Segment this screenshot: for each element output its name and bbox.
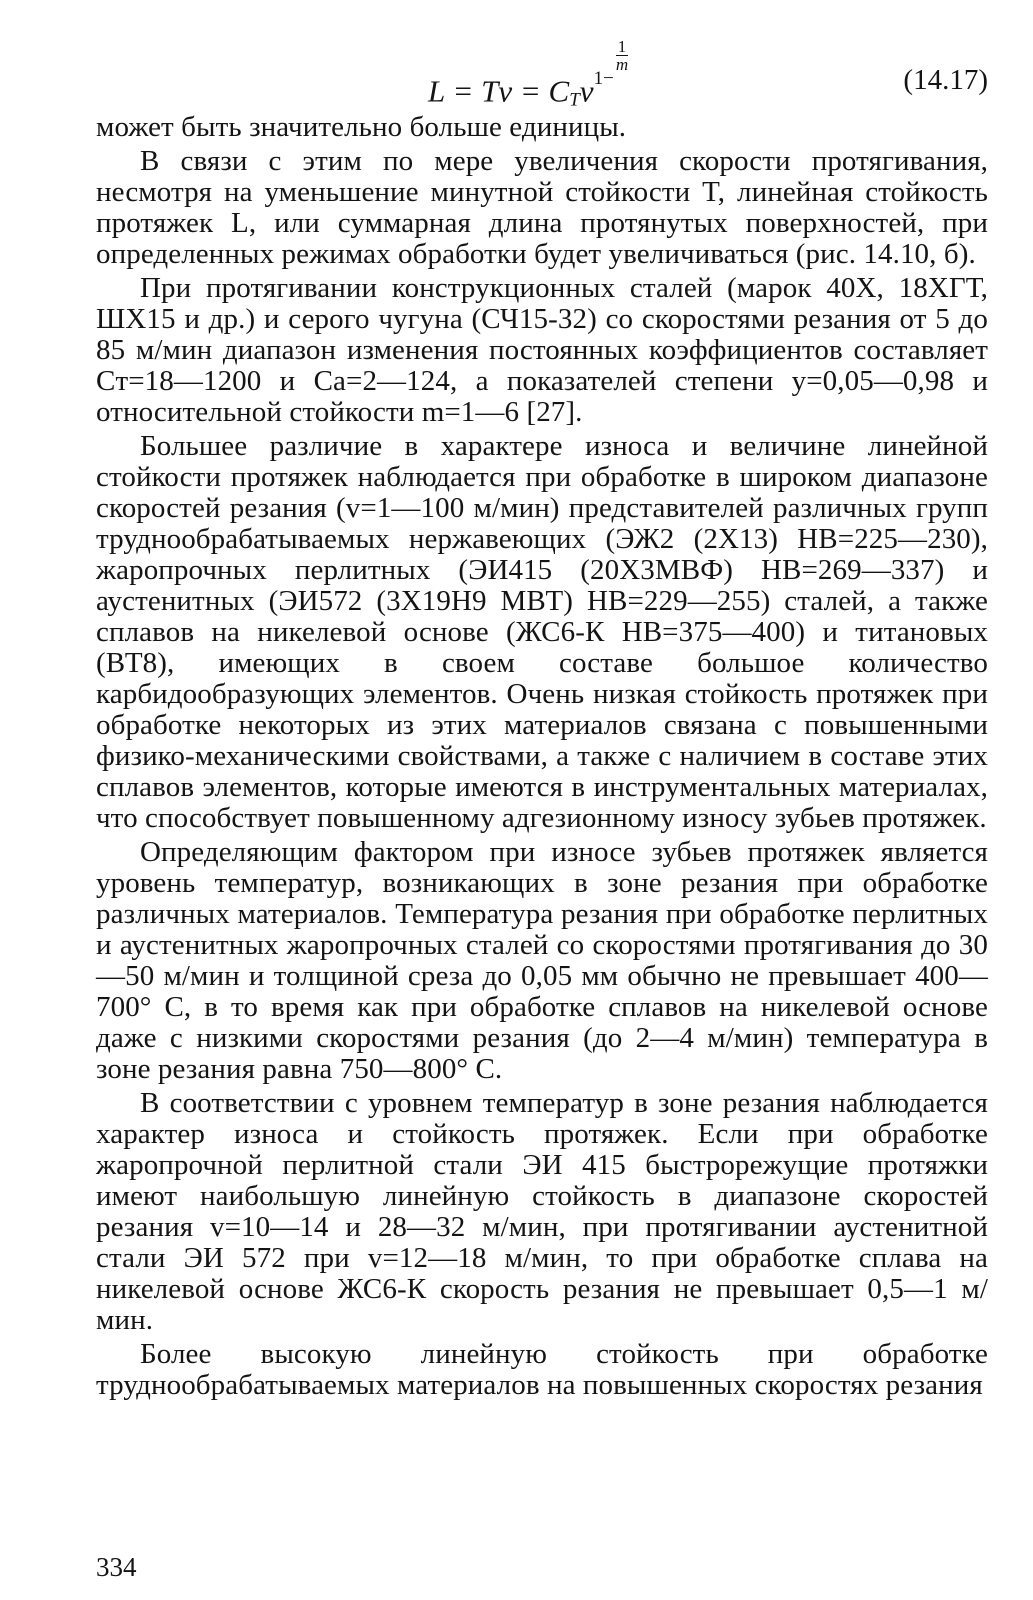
paragraph: Большее различие в характере износа и величине линейной стойкости протяжек наблюдается при обработке в широком диапазоне скоростей резания (v=1—100 м/мин) представителей различных групп труднообрабатываемых нержавеющих (ЭЖ2 (2Х13) НВ=225—230), жаропрочных перлитных (ЭИ415 (20Х3МВФ) НВ=269—337) и аустенитных (ЭИ572 (3Х19Н9 МВТ) НВ=229—255) сталей, а также сплавов на никелевой основе (ЖС6-К НВ=375—400) и титановых (ВТ8), имеющих в своем составе большое количество карбидообразующих элементов. Очень низкая стойкость протяжек при обработке некоторых из этих материалов связана с повышенными физико-механическими свойствами, а также с наличием в составе этих сплавов элементов, которые имеются в инструментальных материалах, что способствует повышенному адгезионному износу зубьев протяжек.: [96, 430, 988, 834]
eq-mid: Tv: [481, 73, 513, 109]
eq-lhs: L: [428, 73, 445, 109]
paragraph: Определяющим фактором при износе зубьев протяжек является уровень температур, возникающих в зоне резания при обработке различных материалов. Температура резания при обработке перлитных и аустенитных жаропрочных сталей со скоростями протягивания до 30—50 м/мин и толщиной среза до 0,05 мм обычно не превышает 400—700° С, в то время как при обработке сплавов на никелевой основе даже с низкими скоростями резания (до 2—4 м/мин) температура в зоне резания равна 750—800° С.: [96, 836, 988, 1085]
eq-exponent: [593, 37, 629, 89]
page-number: 334: [96, 1552, 137, 1582]
eq-exp-fraction: [616, 38, 629, 73]
paragraph: При протягивании конструкционных сталей (марок 40Х, 18ХГТ, ШХ15 и др.) и серого чугуна (СЧ15-32) со скоростями резания от 5 до 85 м/мин диапазон изменения постоянных коэффициентов составляет Cт=18—1200 и Ca=2—124, а показателей степени y=0,05—0,98 и относительной стойкости m=1—6 [27].: [96, 272, 988, 428]
eq-exp-base: 1−: [593, 68, 614, 89]
equation-14-17: [96, 37, 988, 111]
equation-formula: $L = Tv = C_Tv^{1- \frac{1}{m}}$: [428, 37, 629, 111]
eq-var: v: [579, 73, 594, 109]
eq-coef-sub: T: [569, 89, 580, 111]
eq-exp-denominator: m: [615, 55, 629, 74]
eq-exp-numerator: 1: [617, 37, 627, 56]
body-text: [96, 112, 988, 1404]
equation-number: (14.17): [903, 64, 988, 96]
paragraph: В связи с этим по мере увеличения скорости протягивания, несмотря на уменьшение минутной стойкости T, линейная стойкость протяжек L, или суммарная длина протянутых поверхностей, при определенных режимах обработки будет увеличиваться (рис. 14.10, б).: [96, 145, 988, 270]
eq-coef: C: [548, 73, 570, 109]
paragraph: Более высокую линейную стойкость при обработке труднообрабатываемых материалов на повышенных скоростях резания: [96, 1338, 988, 1401]
paragraph: В соответствии с уровнем температур в зоне резания наблюдается характер износа и стойкость протяжек. Если при обработке жаропрочной перлитной стали ЭИ 415 быстрорежущие протяжки имеют наибольшую линейную стойкость в диапазоне скоростей резания v=10—14 и 28—32 м/мин, при протягивании аустенитной стали ЭИ 572 при v=12—18 м/мин, то при обработке сплава на никелевой основе ЖС6-К скорость резания не превышает 0,5—1 м/мин.: [96, 1087, 988, 1336]
paragraph-continuation: может быть значительно больше единицы.: [96, 111, 627, 143]
